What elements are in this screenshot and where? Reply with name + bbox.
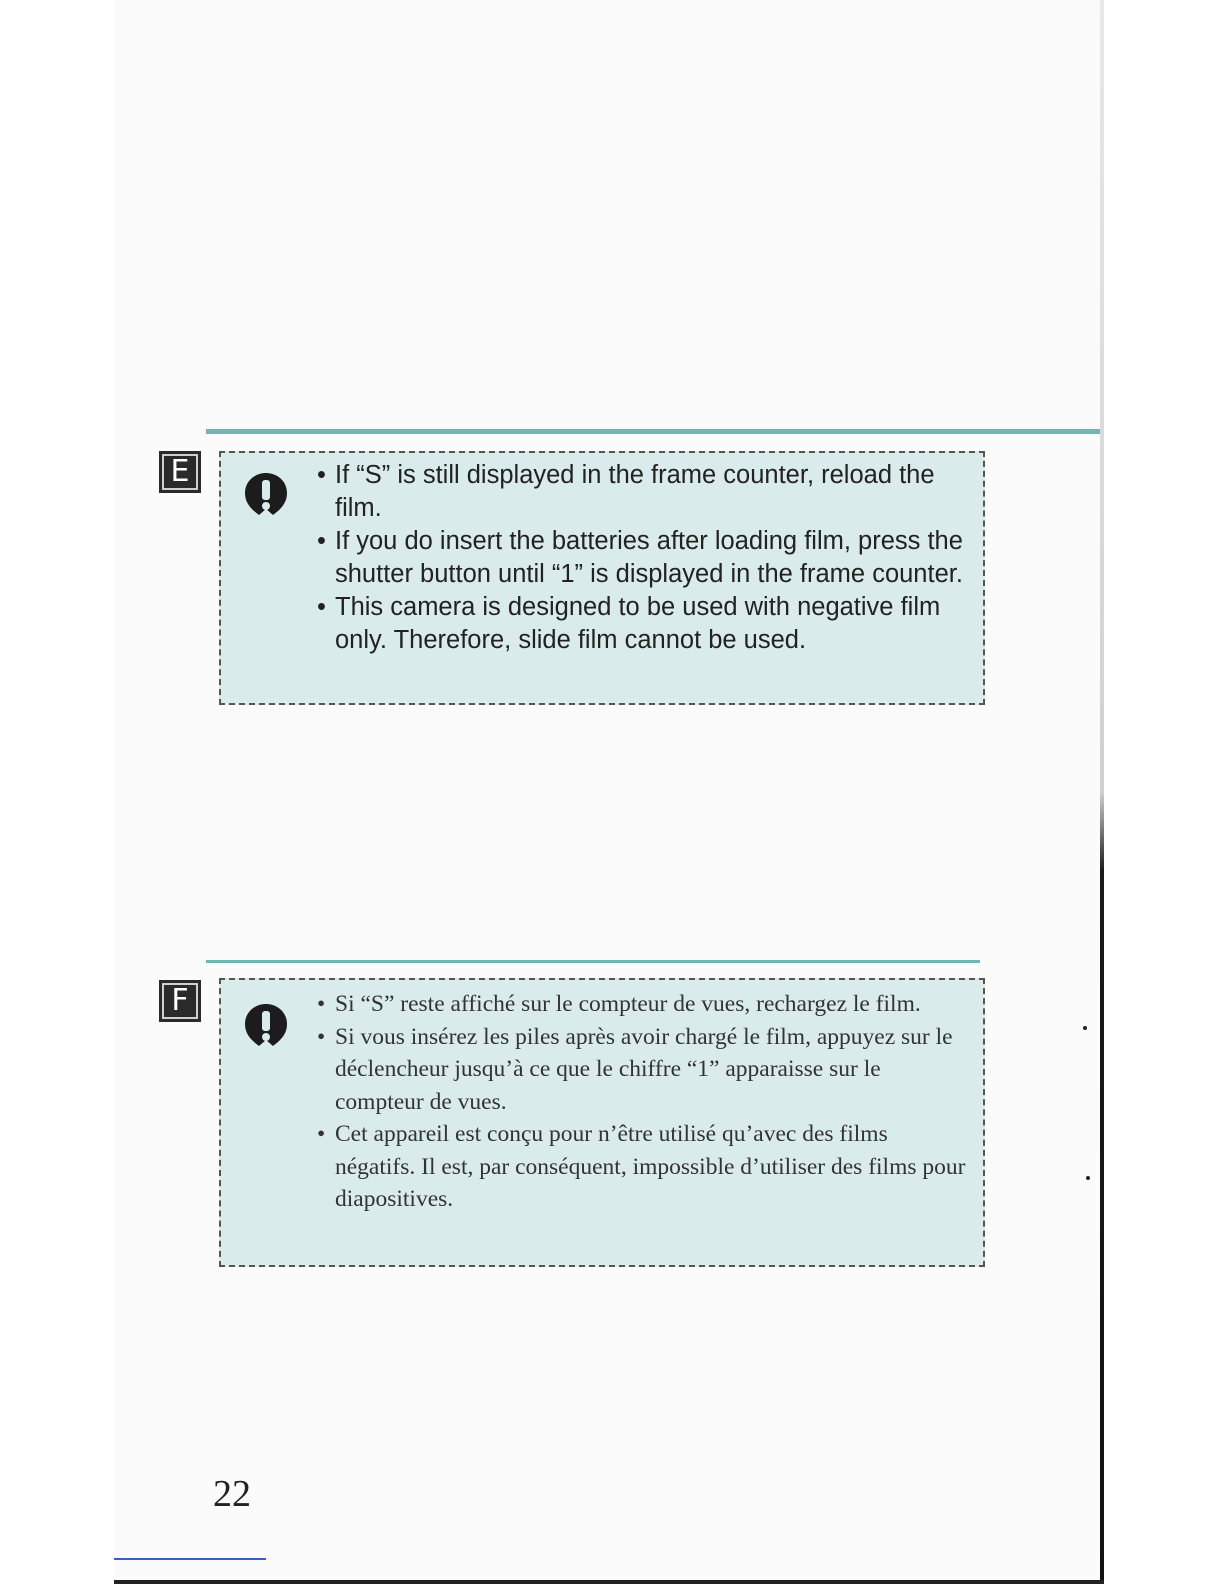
- list-item: • Si “S” reste affiché sur le compteur de vues, rechargez le film.: [317, 988, 973, 1021]
- page-edge-bottom: [114, 1580, 1104, 1584]
- scan-speck: [1083, 1026, 1087, 1030]
- page-number: 22: [213, 1473, 251, 1515]
- scan-speck: [1086, 1176, 1090, 1180]
- caution-list-english: [317, 459, 973, 657]
- list-item: • Si vous insérez les piles après avoir chargé le film, appuyez sur le déclencheur jusqu’à ce que le chiffre “1” apparaisse sur le compteur de vues.: [317, 1021, 973, 1119]
- page-edge-right: [1100, 0, 1104, 1584]
- section-divider-french: [206, 960, 980, 963]
- caution-exclamation-icon: [243, 471, 289, 517]
- list-item: • If “S” is still displayed in the frame counter, reload the film.: [317, 459, 973, 525]
- list-item: • This camera is designed to be used with negative film only. Therefore, slide film cannot be used.: [317, 591, 973, 657]
- language-tag-english: E: [159, 451, 201, 493]
- section-divider-english: [206, 429, 1100, 434]
- scan-artifact-line: [114, 1558, 266, 1560]
- page-margin-left: [0, 0, 114, 1584]
- caution-note-english: [219, 451, 985, 705]
- caution-exclamation-icon: [243, 1002, 289, 1048]
- caution-list-french: [317, 988, 973, 1216]
- list-item: • If you do insert the batteries after loading film, press the shutter button until “1” is displayed in the frame counter.: [317, 525, 973, 591]
- language-tag-french: F: [159, 980, 201, 1022]
- manual-page: [114, 0, 1100, 1584]
- caution-note-french: [219, 978, 985, 1267]
- list-item: • Cet appareil est conçu pour n’être utilisé qu’avec des films négatifs. Il est, par conséquent, impossible d’utiliser des films pour diapositives.: [317, 1118, 973, 1216]
